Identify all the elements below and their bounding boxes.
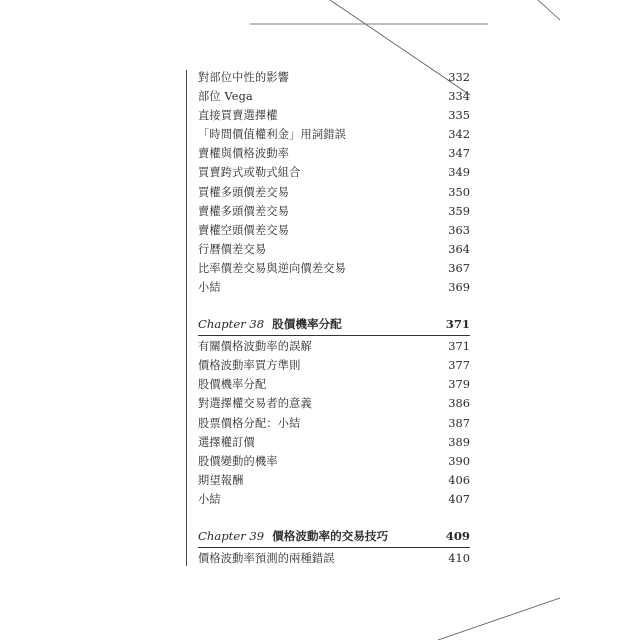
toc-entry [198, 337, 470, 356]
chapter-number: Chapter 38 [198, 317, 265, 332]
entry-title: 比率價差交易與逆向價差交易 [198, 261, 347, 275]
chapter-label [198, 526, 388, 547]
entry-title: 期望報酬 [198, 473, 244, 487]
toc-section [198, 314, 470, 509]
chapter-heading [198, 526, 470, 548]
entry-title: 有關價格波動率的誤解 [198, 340, 312, 354]
entry-page: 386 [448, 396, 470, 411]
entry-page: 407 [448, 491, 470, 506]
chapter-page: 371 [445, 317, 470, 332]
margin-rule [186, 70, 187, 566]
entry-title: 股票價格分配：小結 [198, 416, 301, 430]
entry-title: 價格波動率買方準則 [198, 359, 301, 373]
toc-entry [198, 433, 470, 452]
toc-entry [198, 490, 470, 509]
entry-page: 335 [448, 108, 470, 123]
chapter-page: 409 [445, 528, 470, 543]
entry-title: 小結 [198, 281, 221, 295]
section-gap [198, 297, 470, 314]
entry-page: 349 [448, 165, 470, 180]
entry-page: 367 [448, 260, 470, 275]
chapter-heading [198, 314, 470, 336]
entry-page: 387 [448, 415, 470, 430]
toc-entry [198, 163, 470, 182]
toc-entry [198, 259, 470, 278]
toc-entry [198, 87, 470, 106]
entry-title: 直接買賣選擇權 [198, 109, 278, 123]
entry-title: 賣權與價格波動率 [198, 147, 290, 161]
toc-entry [198, 414, 470, 433]
entry-page: 364 [448, 241, 470, 256]
toc-entry [198, 125, 470, 144]
chapter-label [198, 314, 342, 335]
toc-entry [198, 356, 470, 375]
toc-entry [198, 183, 470, 202]
deco-line-corner [538, 0, 560, 20]
entry-page: 379 [448, 377, 470, 392]
entry-page: 342 [448, 127, 470, 142]
entry-title: 買權多頭價差交易 [198, 185, 290, 199]
toc-entry [198, 221, 470, 240]
entry-page: 363 [448, 222, 470, 237]
entry-title: 小結 [198, 492, 221, 506]
entry-page: 410 [448, 550, 470, 565]
entry-title: 行曆價差交易 [198, 242, 267, 256]
table-of-contents [198, 68, 470, 568]
entry-title: 「時間價值權利金」用詞錯誤 [198, 128, 347, 142]
chapter-title: 價格波動率的交易技巧 [272, 528, 389, 543]
toc-entry [198, 375, 470, 394]
chapter-title: 股價機率分配 [272, 317, 342, 332]
toc-entry [198, 68, 470, 87]
toc-entry [198, 471, 470, 490]
toc-entry [198, 240, 470, 259]
entry-page: 347 [448, 146, 470, 161]
entry-title: 股價機率分配 [198, 378, 267, 392]
entry-title: 價格波動率預測的兩種錯誤 [198, 551, 335, 565]
entry-page: 390 [448, 453, 470, 468]
entry-title: 賣權空頭價差交易 [198, 223, 290, 237]
chapter-number: Chapter 39 [198, 528, 265, 543]
entry-page: 369 [448, 280, 470, 295]
toc-entry [198, 394, 470, 413]
toc-entry [198, 452, 470, 471]
entry-title: 對選擇權交易者的意義 [198, 397, 312, 411]
entry-title: 買賣跨式或勒式組合 [198, 166, 301, 180]
entry-page: 332 [448, 70, 470, 84]
toc-entry [198, 278, 470, 297]
toc-entry [198, 106, 470, 125]
toc-entry [198, 202, 470, 221]
entry-title: 股價變動的機率 [198, 454, 278, 468]
entry-page: 406 [448, 472, 470, 487]
entry-page: 350 [448, 184, 470, 199]
entry-page: 334 [448, 89, 470, 104]
toc-section [198, 68, 470, 297]
entry-page: 371 [448, 339, 470, 354]
entry-page: 377 [448, 358, 470, 373]
toc-section [198, 526, 470, 568]
entry-page: 359 [448, 203, 470, 218]
entry-title: 對部位中性的影響 [198, 71, 290, 84]
deco-line-bottom [438, 598, 560, 640]
section-gap [198, 509, 470, 526]
entry-title: 賣權多頭價差交易 [198, 204, 290, 218]
toc-entry [198, 144, 470, 163]
entry-title: 選擇權訂價 [198, 435, 255, 449]
entry-title: 部位 Vega [198, 90, 253, 104]
entry-page: 389 [448, 434, 470, 449]
toc-entry [198, 549, 470, 568]
